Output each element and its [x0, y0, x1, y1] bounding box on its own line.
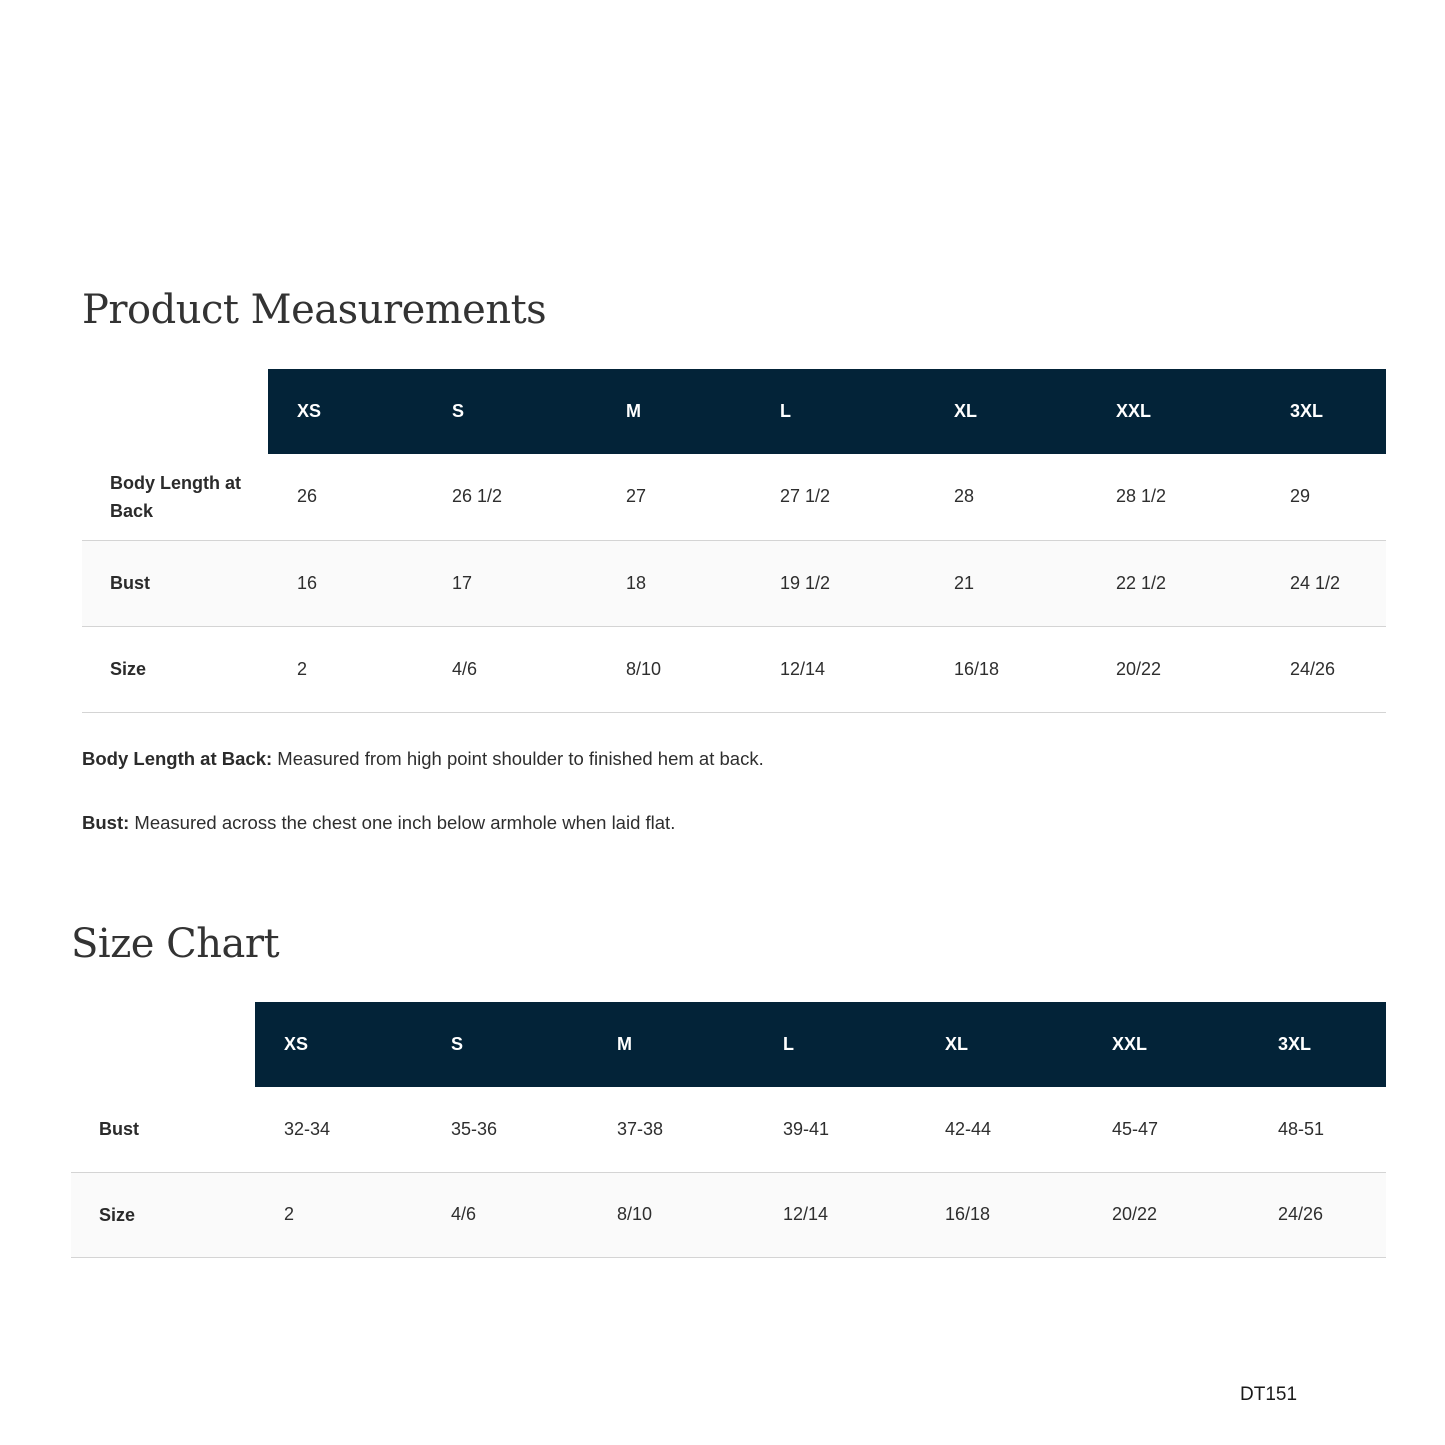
table-cell: 8/10	[597, 626, 751, 712]
note-text: Measured across the chest one inch below armhole when laid flat.	[129, 812, 676, 833]
table-corner	[71, 1002, 255, 1087]
note-term: Bust:	[82, 812, 130, 833]
table-cell: 12/14	[751, 626, 925, 712]
note-term: Body Length at Back:	[82, 748, 273, 769]
size-header-l: L	[754, 1002, 916, 1087]
product-measurements-title: Product Measurements	[82, 287, 547, 333]
table-cell: 16	[268, 540, 423, 626]
size-chart-title: Size Chart	[71, 921, 280, 967]
size-header-3xl: 3XL	[1249, 1002, 1386, 1087]
table-cell: 12/14	[754, 1172, 916, 1257]
product-code: DT151	[1240, 1384, 1298, 1405]
table-cell: 17	[423, 540, 597, 626]
table-cell: 2	[268, 626, 423, 712]
table-cell: 20/22	[1083, 1172, 1249, 1257]
table-cell: 8/10	[588, 1172, 754, 1257]
note-bust	[82, 812, 675, 834]
row-label-bust: Bust	[82, 540, 268, 626]
note-body-length	[82, 748, 764, 770]
size-header-xxl: XXL	[1087, 369, 1261, 454]
size-header-3xl: 3XL	[1261, 369, 1386, 454]
size-header-m: M	[588, 1002, 754, 1087]
table-cell: 24 1/2	[1261, 540, 1386, 626]
table-cell: 26	[268, 454, 423, 540]
table-cell: 16/18	[925, 626, 1087, 712]
table-cell: 39-41	[754, 1087, 916, 1172]
size-chart-table	[71, 1002, 1386, 1258]
size-header-m: M	[597, 369, 751, 454]
table-cell: 22 1/2	[1087, 540, 1261, 626]
note-text: Measured from high point shoulder to finished hem at back.	[272, 748, 764, 769]
table-cell: 28 1/2	[1087, 454, 1261, 540]
table-cell: 27	[597, 454, 751, 540]
table-cell: 45-47	[1083, 1087, 1249, 1172]
table-cell: 4/6	[422, 1172, 588, 1257]
table-cell: 24/26	[1261, 626, 1386, 712]
table-row	[82, 540, 1386, 626]
table-cell: 19 1/2	[751, 540, 925, 626]
size-header-xxl: XXL	[1083, 1002, 1249, 1087]
table-header-row	[82, 369, 1386, 454]
table-cell: 18	[597, 540, 751, 626]
size-header-l: L	[751, 369, 925, 454]
size-header-xl: XL	[916, 1002, 1083, 1087]
table-row	[82, 454, 1386, 540]
row-label-size: Size	[71, 1172, 255, 1257]
table-corner	[82, 369, 268, 454]
size-header-xs: XS	[255, 1002, 422, 1087]
table-cell: 28	[925, 454, 1087, 540]
row-label-bust: Bust	[71, 1087, 255, 1172]
table-row	[71, 1087, 1386, 1172]
table-cell: 35-36	[422, 1087, 588, 1172]
table-cell: 16/18	[916, 1172, 1083, 1257]
table-header-row	[71, 1002, 1386, 1087]
table-cell: 48-51	[1249, 1087, 1386, 1172]
table-cell: 4/6	[423, 626, 597, 712]
size-header-s: S	[423, 369, 597, 454]
table-cell: 21	[925, 540, 1087, 626]
size-header-s: S	[422, 1002, 588, 1087]
table-row	[71, 1172, 1386, 1257]
table-cell: 2	[255, 1172, 422, 1257]
table-cell: 32-34	[255, 1087, 422, 1172]
row-label-body-length: Body Length at Back	[82, 454, 268, 540]
table-cell: 27 1/2	[751, 454, 925, 540]
table-row	[82, 626, 1386, 712]
table-cell: 42-44	[916, 1087, 1083, 1172]
table-cell: 29	[1261, 454, 1386, 540]
table-cell: 20/22	[1087, 626, 1261, 712]
table-cell: 26 1/2	[423, 454, 597, 540]
size-header-xl: XL	[925, 369, 1087, 454]
row-label-size: Size	[82, 626, 268, 712]
table-cell: 37-38	[588, 1087, 754, 1172]
size-header-xs: XS	[268, 369, 423, 454]
product-measurements-table	[82, 369, 1386, 713]
table-cell: 24/26	[1249, 1172, 1386, 1257]
